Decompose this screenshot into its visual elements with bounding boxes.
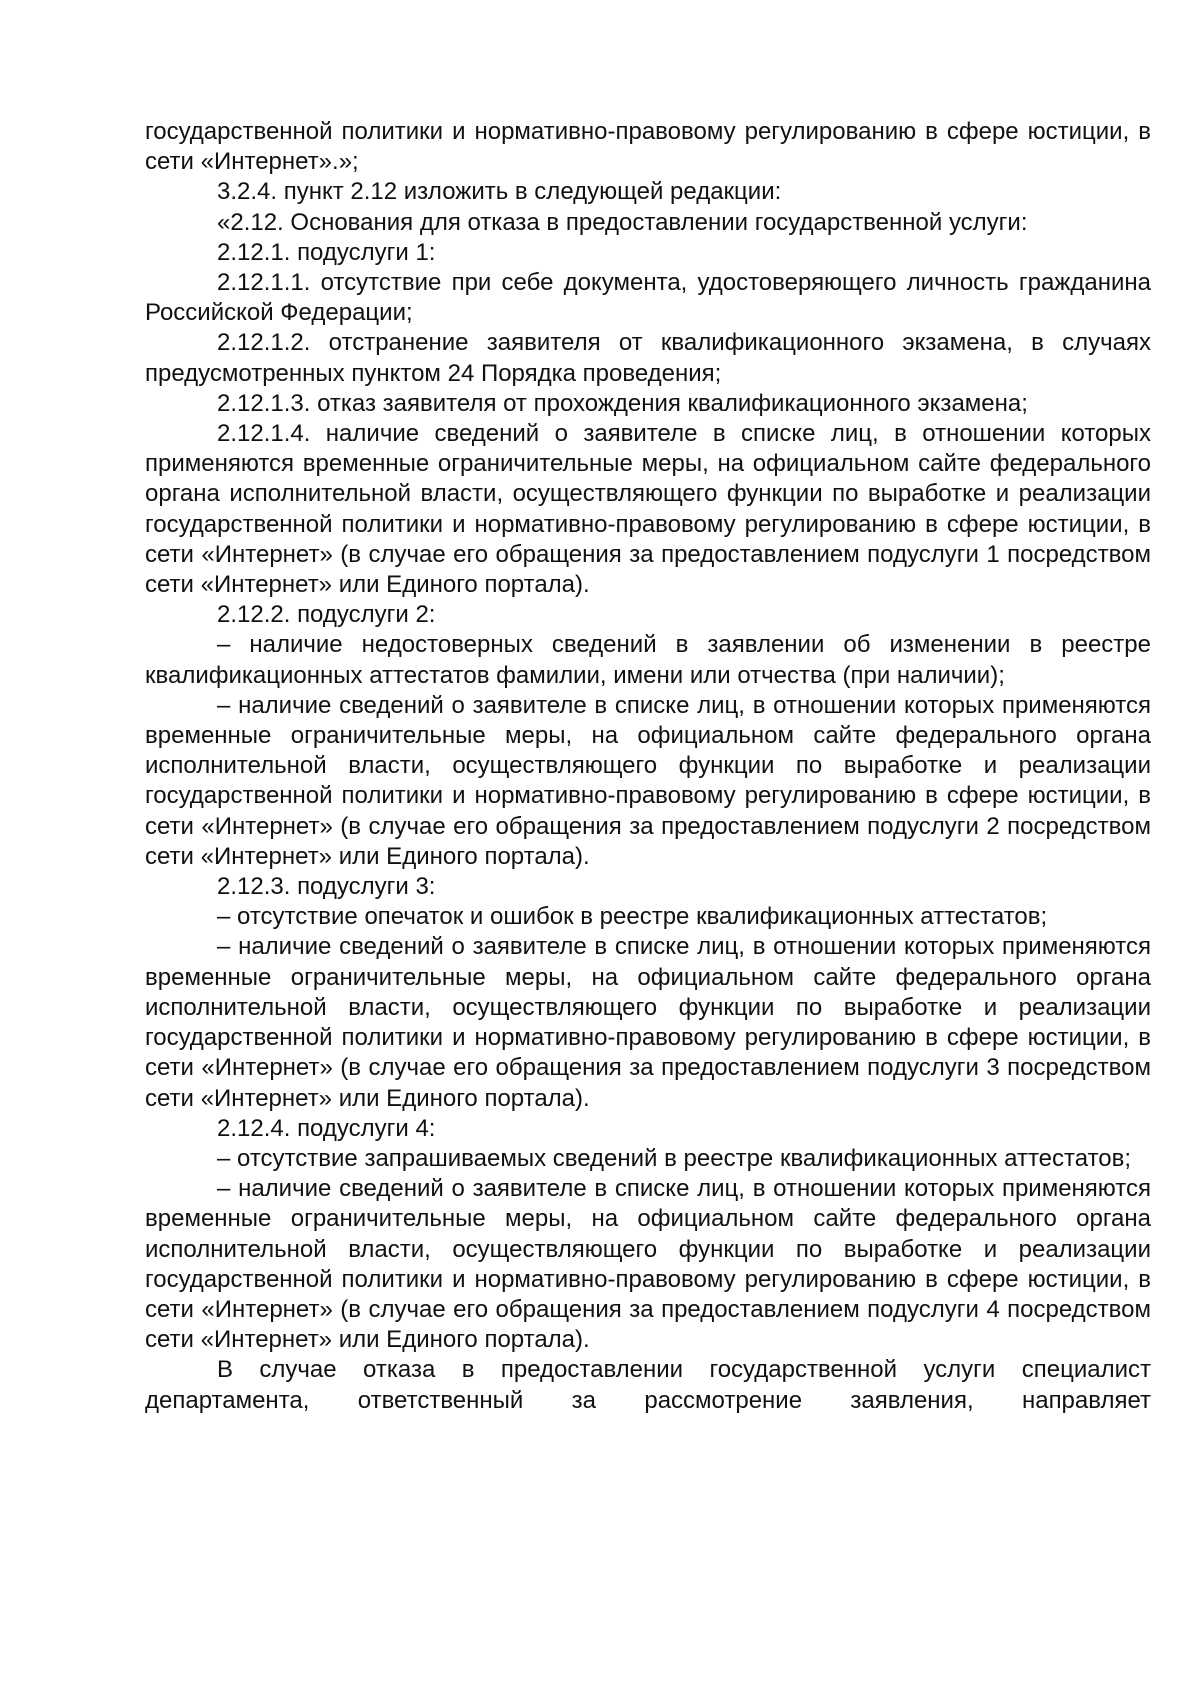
paragraph-2-12-1-3: 2.12.1.3. отказ заявителя от прохождения квалификационного экзамена; bbox=[217, 389, 1028, 417]
list-item-2-12-4-b: – наличие сведений о заявителе в списке лиц, в отношении которых применяются временные ограничительные меры, на официальном сайте федерального органа исполнительной власти, осуществляющего функции по выработке и реализации государственной политики и нормативно-правовому регулированию в сфере юстиции, в сети «Интернет» (в случае его обращения за предоставлением подуслуги 4 посредством сети «Интернет» или Единого портала). bbox=[145, 1175, 1151, 1354]
paragraph-2-12-4: 2.12.4. подуслуги 4: bbox=[217, 1114, 436, 1142]
paragraph-2-12-1-1: 2.12.1.1. отсутствие при себе документа, удостоверяющего личность гражданина Российской Федерации; bbox=[145, 269, 1151, 327]
document-body bbox=[145, 117, 1151, 1416]
paragraph-2-12-1-2: 2.12.1.2. отстранение заявителя от квалификационного экзамена, в случаях предусмотренных пунктом 24 Порядка проведения; bbox=[145, 329, 1151, 387]
paragraph-continuation: государственной политики и нормативно-правовому регулированию в сфере юстиции, в сети «Интернет».»; bbox=[145, 118, 1151, 176]
paragraph-2-12-1: 2.12.1. подуслуги 1: bbox=[217, 238, 436, 266]
paragraph-2-12-1-4: 2.12.1.4. наличие сведений о заявителе в списке лиц, в отношении которых применяются временные ограничительные меры, на официальном сайте федерального органа исполнительной власти, осуществляющего функции по выработке и реализации государственной политики и нормативно-правовому регулированию в сфере юстиции, в сети «Интернет» (в случае его обращения за предоставлением подуслуги 1 посредством сети «Интернет» или Единого портала). bbox=[145, 420, 1151, 599]
list-item-2-12-3-a: – отсутствие опечаток и ошибок в реестре квалификационных аттестатов; bbox=[217, 903, 1048, 931]
list-item-2-12-4-a: – отсутствие запрашиваемых сведений в реестре квалификационных аттестатов; bbox=[217, 1144, 1132, 1172]
list-item-2-12-2-b: – наличие сведений о заявителе в списке лиц, в отношении которых применяются временные ограничительные меры, на официальном сайте федерального органа исполнительной власти, осуществляющего функции по выработке и реализации государственной политики и нормативно-правовому регулированию в сфере юстиции, в сети «Интернет» (в случае его обращения за предоставлением подуслуги 2 посредством сети «Интернет» или Единого портала). bbox=[145, 691, 1151, 870]
paragraph-refusal-notice: В случае отказа в предоставлении государственной услуги специалист департамента, ответственный за рассмотрение заявления, направляет bbox=[145, 1356, 1151, 1414]
paragraph-amendment-3-2-4: 3.2.4. пункт 2.12 изложить в следующей редакции: bbox=[217, 178, 782, 206]
list-item-2-12-2-a: – наличие недостоверных сведений в заявлении об изменении в реестре квалификационных аттестатов фамилии, имени или отчества (при наличии); bbox=[145, 631, 1151, 689]
paragraph-2-12-3: 2.12.3. подуслуги 3: bbox=[217, 873, 436, 901]
paragraph-2-12-2: 2.12.2. подуслуги 2: bbox=[217, 601, 436, 629]
list-item-2-12-3-b: – наличие сведений о заявителе в списке лиц, в отношении которых применяются временные ограничительные меры, на официальном сайте федерального органа исполнительной власти, осуществляющего функции по выработке и реализации государственной политики и нормативно-правовому регулированию в сфере юстиции, в сети «Интернет» (в случае его обращения за предоставлением подуслуги 3 посредством сети «Интернет» или Единого портала). bbox=[145, 933, 1151, 1112]
paragraph-2-12: «2.12. Основания для отказа в предоставлении государственной услуги: bbox=[217, 208, 1028, 236]
